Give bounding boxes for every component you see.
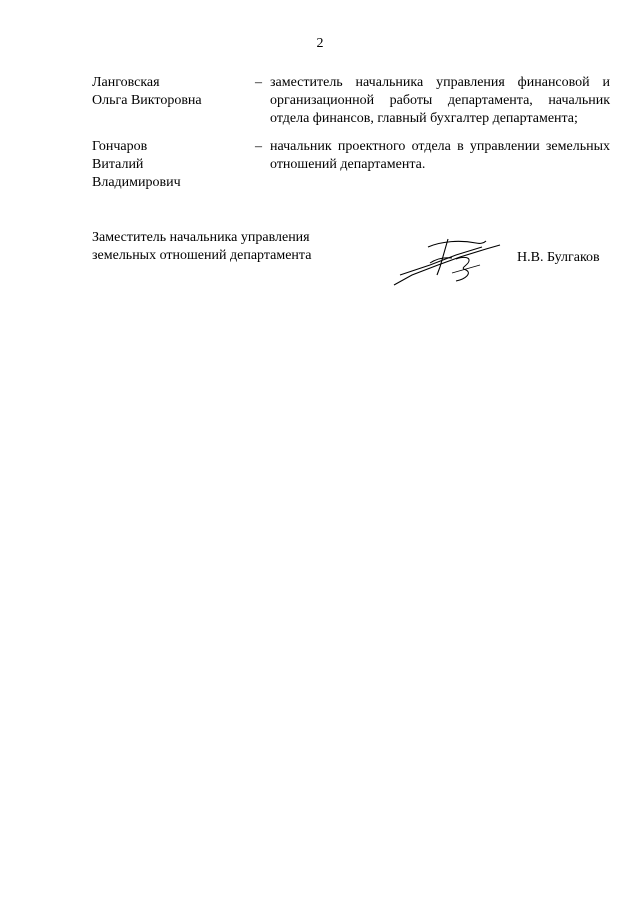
member-given-names: Ольга Викторовна xyxy=(92,93,202,108)
signature-block xyxy=(92,229,612,289)
member-surname: Ланговская xyxy=(92,75,160,90)
member-role: начальник проектного отдела в управлении земельных отношений департамента. xyxy=(270,139,610,172)
member-surname: Гончаров xyxy=(92,139,148,154)
page-number: 2 xyxy=(316,36,324,51)
signer-position xyxy=(92,229,352,265)
signer-position-line: земельных отношений департамента xyxy=(92,248,312,263)
member-name xyxy=(92,74,252,110)
entry-dash: – xyxy=(255,75,262,90)
entry-dash: – xyxy=(255,139,262,154)
handwritten-signature-icon xyxy=(390,235,510,287)
member-role: заместитель начальника управления финансовой и организационной работы департамента, начальник отдела финансов, главный бухгалтер департамента; xyxy=(270,75,610,126)
signer-position-line: Заместитель начальника управления xyxy=(92,230,310,245)
member-patronymic: Владимирович xyxy=(92,175,181,190)
member-first-name: Виталий xyxy=(92,157,144,172)
member-name xyxy=(92,138,252,192)
signer-name: Н.В. Булгаков xyxy=(517,250,600,265)
